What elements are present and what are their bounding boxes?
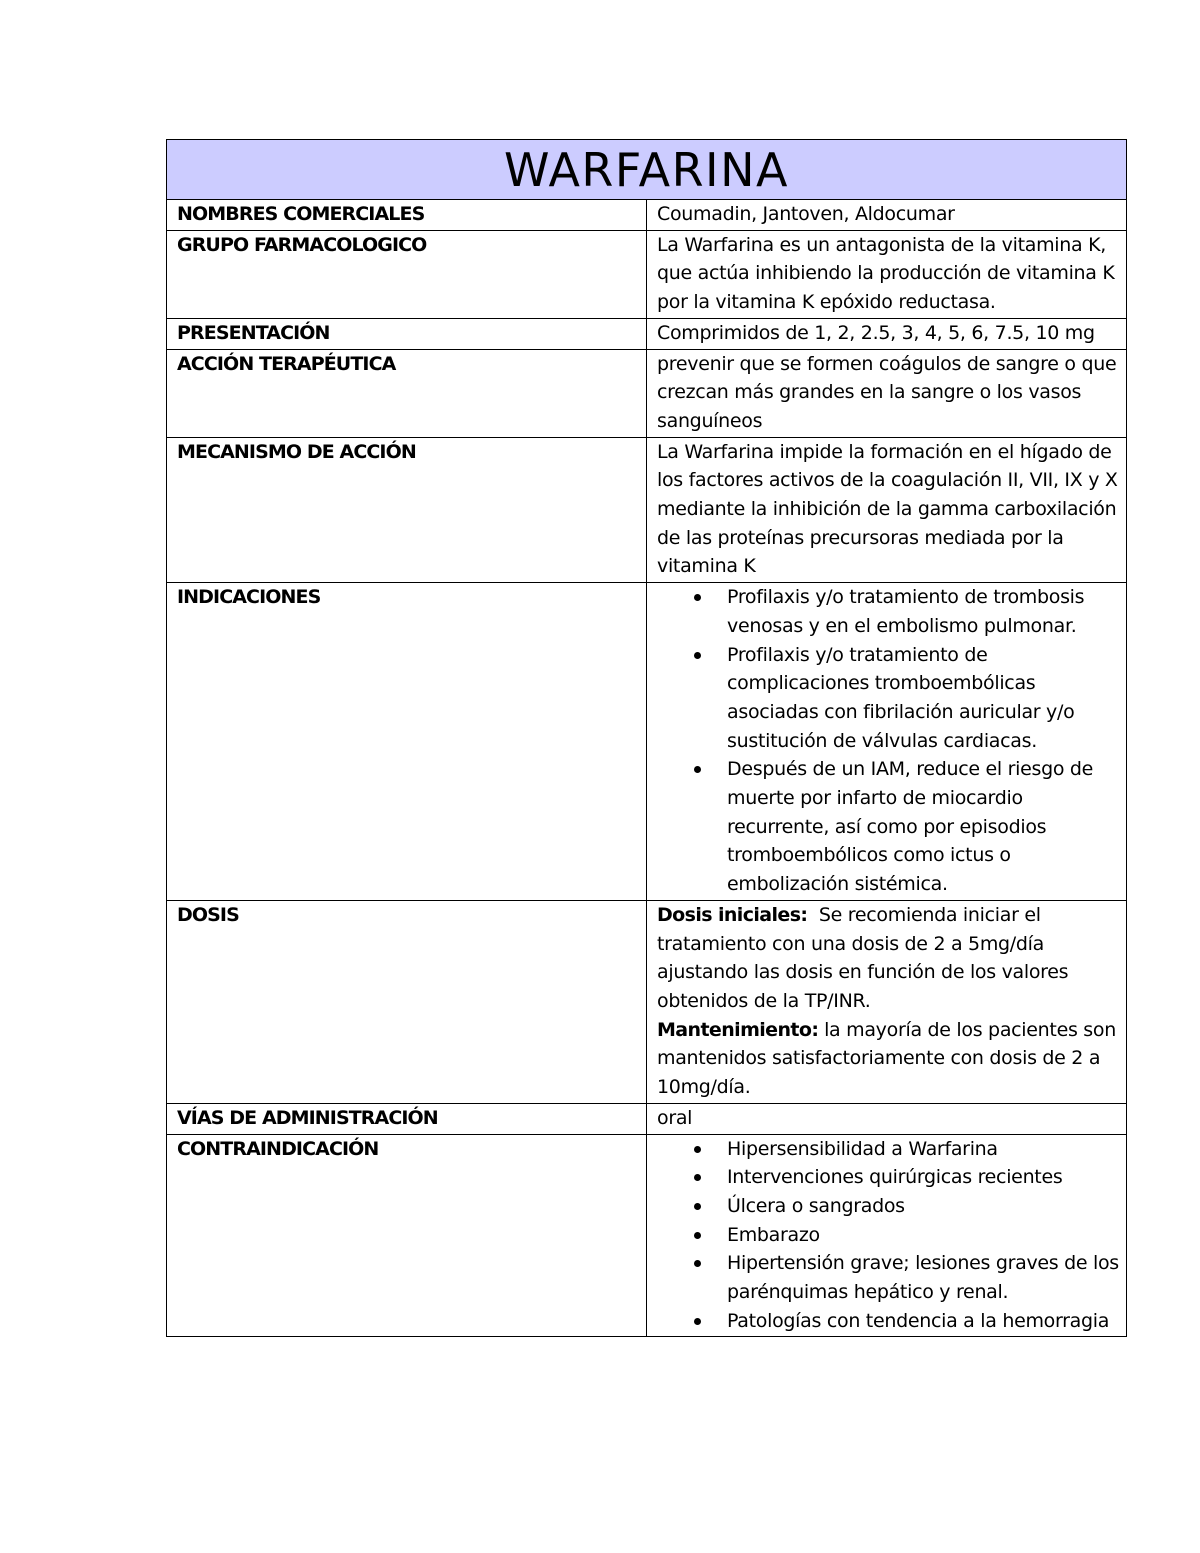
contraindicacion-item: Hipersensibilidad a Warfarina (727, 1135, 1126, 1164)
contraindicacion-item: Patologías con tendencia a la hemorragia (727, 1307, 1126, 1336)
contraindicacion-item: Hipertensión grave; lesiones graves de los parénquimas hepático y renal. (727, 1249, 1126, 1306)
indicaciones-item: Después de un IAM, reduce el riesgo de muerte por infarto de miocardio recurrente, así como por episodios tromboembólicos como ictus o embolización sistémica. (727, 755, 1126, 899)
title-row (167, 140, 1127, 200)
value-vias-de-administracion: oral (647, 1103, 1127, 1134)
row-indicaciones (167, 583, 1127, 901)
row-mecanismo-de-accion (167, 437, 1127, 583)
value-indicaciones (647, 583, 1127, 901)
value-mecanismo-de-accion: La Warfarina impide la formación en el hígado de los factores activos de la coagulación II, VII, IX y X mediante la inhibición de la gamma carboxilación de las proteínas precursoras mediada por la vitamina K (647, 437, 1127, 583)
label-contraindicacion: CONTRAINDICACIÓN (167, 1134, 647, 1337)
row-nombres-comerciales (167, 200, 1127, 231)
row-contraindicacion (167, 1134, 1127, 1337)
row-presentacion (167, 318, 1127, 349)
dosis-maintenance (657, 1016, 1126, 1102)
dosis-initial (657, 901, 1126, 1016)
contraindicacion-item: Intervenciones quirúrgicas recientes (727, 1163, 1126, 1192)
label-presentacion: PRESENTACIÓN (167, 318, 647, 349)
label-mecanismo-de-accion: MECANISMO DE ACCIÓN (167, 437, 647, 583)
drug-title: WARFARINA (167, 140, 1127, 200)
label-nombres-comerciales: NOMBRES COMERCIALES (167, 200, 647, 231)
contraindicacion-item: Embarazo (727, 1221, 1126, 1250)
label-grupo-farmacologico: GRUPO FARMACOLOGICO (167, 230, 647, 318)
dosis-maintenance-text: la mayoría de los pacientes son mantenidos satisfactoriamente con dosis de 2 a 10mg/día. (657, 1018, 1122, 1099)
contraindicacion-list (657, 1135, 1126, 1336)
indicaciones-item: Profilaxis y/o tratamiento de complicaciones tromboembólicas asociadas con fibrilación auricular y/o sustitución de válvulas cardiacas. (727, 641, 1126, 756)
row-accion-terapeutica (167, 349, 1127, 437)
row-grupo-farmacologico (167, 230, 1127, 318)
value-accion-terapeutica: prevenir que se formen coágulos de sangre o que crezcan más grandes en la sangre o los vasos sanguíneos (647, 349, 1127, 437)
indicaciones-list (657, 583, 1126, 899)
value-nombres-comerciales: Coumadin, Jantoven, Aldocumar (647, 200, 1127, 231)
value-presentacion: Comprimidos de 1, 2, 2.5, 3, 4, 5, 6, 7.5, 10 mg (647, 318, 1127, 349)
dosis-initial-heading: Dosis iniciales: (657, 903, 808, 926)
contraindicacion-item: Úlcera o sangrados (727, 1192, 1126, 1221)
label-dosis: DOSIS (167, 900, 647, 1103)
value-contraindicacion (647, 1134, 1127, 1337)
value-grupo-farmacologico: La Warfarina es un antagonista de la vitamina K, que actúa inhibiendo la producción de vitamina K por la vitamina K epóxido reductasa. (647, 230, 1127, 318)
dosis-maintenance-heading: Mantenimiento: (657, 1018, 819, 1041)
row-vias-de-administracion (167, 1103, 1127, 1134)
drug-info-table (166, 139, 1127, 1337)
label-indicaciones: INDICACIONES (167, 583, 647, 901)
label-accion-terapeutica: ACCIÓN TERAPÉUTICA (167, 349, 647, 437)
dosis-initial-text: Se recomienda iniciar el tratamiento con una dosis de 2 a 5mg/día ajustando las dosis en función de los valores obtenidos de la TP/INR. (657, 903, 1075, 1012)
row-dosis (167, 900, 1127, 1103)
value-dosis (647, 900, 1127, 1103)
indicaciones-item: Profilaxis y/o tratamiento de trombosis venosas y en el embolismo pulmonar. (727, 583, 1126, 640)
label-vias-de-administracion: VÍAS DE ADMINISTRACIÓN (167, 1103, 647, 1134)
